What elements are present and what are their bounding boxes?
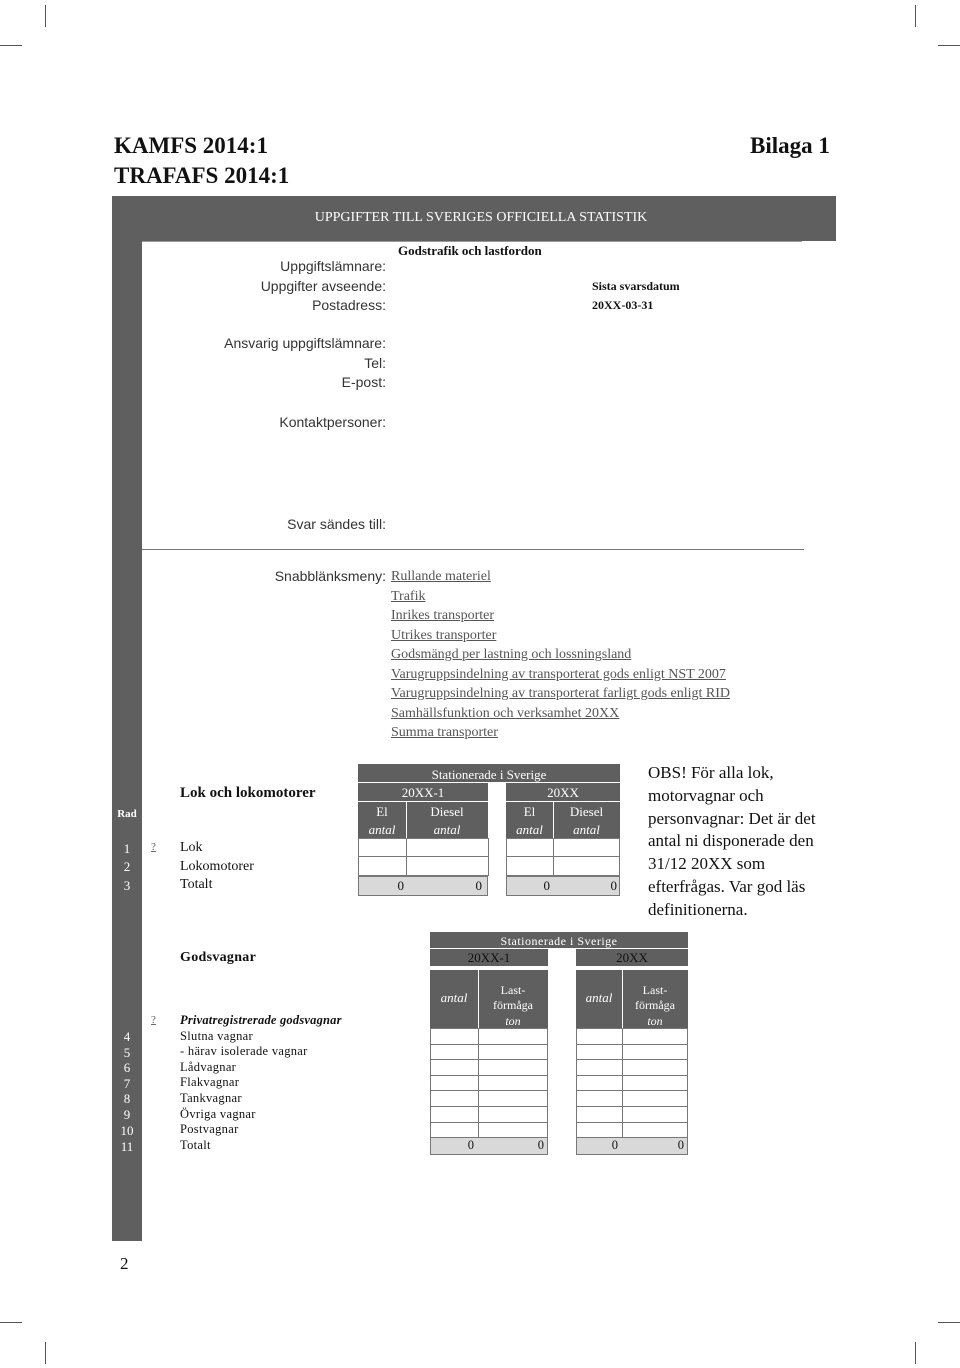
row-number: 10 — [120, 1123, 134, 1138]
quicklink-godsmangd[interactable]: Godsmängd per lastning och lossningsland — [391, 647, 632, 662]
field-label-avseende: Uppgifter avseende: — [260, 278, 386, 294]
gods-col-last: Last- — [642, 983, 668, 997]
quicklinks-menu — [391, 567, 730, 743]
banner-divider — [142, 241, 802, 242]
quicklink-summa[interactable]: Summa transporter — [391, 725, 498, 740]
gods-col-ton: ton — [647, 1014, 663, 1028]
field-label-tel: Tel: — [364, 355, 386, 371]
gods-total-value: 0 — [467, 1138, 474, 1152]
gods-input-antal-prev[interactable] — [430, 1075, 479, 1092]
gods-input-antal-curr[interactable] — [576, 1075, 623, 1092]
lok-input-diesel-prev[interactable] — [406, 856, 489, 876]
gods-input-antal-curr[interactable] — [576, 1090, 623, 1107]
crop-mark — [0, 1322, 22, 1323]
gods-input-ton-prev[interactable] — [478, 1044, 548, 1061]
deadline-label: Sista svarsdatum — [592, 279, 680, 293]
lok-table-title: Lok och lokomotorer — [180, 785, 316, 801]
gods-col-formaga: förmåga — [635, 998, 675, 1012]
gods-input-antal-curr[interactable] — [576, 1028, 623, 1045]
quicklink-rullande[interactable]: Rullande materiel — [391, 569, 491, 584]
lok-col-diesel: Diesel — [430, 804, 464, 819]
row-number: 1 — [123, 841, 131, 856]
crop-mark — [938, 45, 960, 46]
lok-col-antal: antal — [368, 822, 396, 837]
gods-total-value: 0 — [537, 1138, 544, 1152]
crop-mark — [915, 1342, 916, 1364]
field-label-kontakt: Kontaktpersoner: — [279, 414, 386, 430]
field-label-epost: E-post: — [341, 374, 386, 390]
gods-row-label: Totalt — [180, 1138, 211, 1152]
section-divider — [142, 549, 804, 550]
gods-input-ton-curr[interactable] — [622, 1028, 688, 1045]
lok-total-value: 0 — [610, 878, 617, 893]
quicklink-samhall[interactable]: Samhällsfunktion och verksamhet 20XX — [391, 705, 620, 721]
lok-input-el-prev[interactable] — [358, 856, 407, 876]
lok-input-diesel-curr[interactable] — [553, 856, 620, 876]
gods-row-label: Lådvagnar — [180, 1060, 237, 1074]
gods-input-antal-prev[interactable] — [430, 1106, 479, 1123]
gods-col-ton: ton — [505, 1014, 521, 1028]
field-label-svar: Svar sändes till: — [287, 516, 386, 532]
gods-input-antal-prev[interactable] — [430, 1059, 479, 1076]
gods-input-ton-curr[interactable] — [622, 1059, 688, 1076]
bilaga-label: Bilaga 1 — [750, 133, 830, 158]
lok-total-value: 0 — [475, 878, 482, 893]
lok-col-el: El — [523, 804, 536, 819]
lok-col-antal: antal — [573, 822, 600, 837]
crop-mark — [45, 5, 46, 27]
row-number: 2 — [123, 859, 131, 874]
lok-year-prev: 20XX-1 — [401, 785, 445, 800]
gods-input-antal-prev[interactable] — [430, 1090, 479, 1107]
row-number: 6 — [123, 1060, 131, 1075]
gods-input-ton-prev[interactable] — [478, 1122, 548, 1139]
gods-input-ton-curr[interactable] — [622, 1106, 688, 1123]
gods-row-label: Slutna vagnar — [180, 1029, 253, 1043]
lok-total-value: 0 — [397, 878, 404, 893]
row-number: 8 — [123, 1091, 131, 1106]
lok-input-el-curr[interactable] — [506, 838, 554, 857]
lok-input-el-prev[interactable] — [358, 838, 407, 857]
lok-input-diesel-prev[interactable] — [406, 838, 489, 857]
quicklink-trafik[interactable]: Trafik — [391, 588, 426, 604]
help-icon[interactable]: ? — [151, 841, 156, 853]
gods-input-antal-curr[interactable] — [576, 1044, 623, 1061]
lok-group-header: Stationerade i Sverige — [431, 767, 547, 782]
gods-input-ton-curr[interactable] — [622, 1075, 688, 1092]
field-label-postadress: Postadress: — [312, 297, 386, 313]
gods-row-label: Flakvagnar — [180, 1075, 240, 1089]
lok-col-antal: antal — [516, 822, 543, 837]
lok-col-diesel: Diesel — [569, 804, 604, 819]
lok-input-el-curr[interactable] — [506, 856, 554, 876]
gods-input-ton-curr[interactable] — [622, 1122, 688, 1139]
lok-gap — [488, 782, 506, 902]
gods-col-antal: antal — [440, 990, 468, 1005]
crop-mark — [915, 5, 916, 27]
gods-total-value: 0 — [677, 1138, 684, 1152]
quicklink-rid[interactable]: Varugruppsindelning av transporterat farligt gods enligt RID — [391, 686, 731, 701]
lok-row-label: Totalt — [180, 877, 213, 892]
gods-input-antal-curr[interactable] — [576, 1106, 623, 1123]
banner-title: UPPGIFTER TILL SVERIGES OFFICIELLA STATISTIK — [314, 210, 648, 225]
gods-input-antal-curr[interactable] — [576, 1122, 623, 1139]
gods-input-ton-prev[interactable] — [478, 1028, 548, 1045]
lok-input-diesel-curr[interactable] — [553, 838, 620, 857]
gods-input-antal-prev[interactable] — [430, 1044, 479, 1061]
field-label-ansvarig: Ansvarig uppgiftslämnare: — [224, 335, 386, 351]
gods-row-label: - härav isolerade vagnar — [180, 1044, 308, 1058]
gods-gap — [548, 949, 576, 1153]
gods-group-header: Stationerade i Sverige — [500, 934, 618, 948]
row-number: 5 — [123, 1045, 131, 1060]
gods-year-prev: 20XX-1 — [467, 950, 511, 965]
deadline-value: 20XX-03-31 — [592, 298, 654, 312]
gods-row-label: Övriga vagnar — [180, 1107, 256, 1121]
field-label-uppgiftslamnare: Uppgiftslämnare: — [280, 258, 386, 274]
crop-mark — [0, 45, 22, 46]
quicklink-inrikes[interactable]: Inrikes transporter — [391, 608, 495, 623]
row-number: 4 — [123, 1029, 131, 1044]
row-number: 11 — [120, 1139, 134, 1154]
help-icon[interactable]: ? — [151, 1014, 156, 1026]
obs-note: OBS! För alla lok, motorvagnar och personvagnar: Det är det antal ni disponerade den 31/12 20XX som efterfrågas. Var god läs definitionerna. — [648, 763, 816, 919]
quicklinks-label: Snabblänksmeny: — [274, 568, 386, 584]
gods-input-antal-prev[interactable] — [430, 1122, 479, 1139]
row-number: 9 — [123, 1107, 131, 1122]
gods-table-title: Godsvagnar — [180, 950, 257, 965]
gods-row-label: Tankvagnar — [180, 1091, 242, 1105]
gods-col-last: Last- — [500, 983, 526, 997]
lok-col-el: El — [376, 804, 388, 819]
lok-total-value: 0 — [543, 878, 550, 893]
crop-mark — [45, 1342, 46, 1364]
rad-label: Rad — [117, 808, 137, 820]
gods-input-ton-curr[interactable] — [622, 1044, 688, 1061]
gods-input-ton-prev[interactable] — [478, 1075, 548, 1092]
gods-input-ton-prev[interactable] — [478, 1106, 548, 1123]
gods-input-ton-prev[interactable] — [478, 1059, 548, 1076]
crop-mark — [938, 1322, 960, 1323]
gods-row-label: Postvagnar — [180, 1122, 239, 1136]
gods-input-antal-curr[interactable] — [576, 1059, 623, 1076]
gods-total-value: 0 — [611, 1138, 618, 1152]
doc-id-line1: KAMFS 2014:1 — [114, 133, 268, 158]
gods-input-ton-curr[interactable] — [622, 1090, 688, 1107]
gods-col-formaga: förmåga — [493, 998, 533, 1012]
banner-subtitle: Godstrafik och lastfordon — [398, 243, 542, 258]
gods-year-curr: 20XX — [616, 950, 648, 965]
gods-input-antal-prev[interactable] — [430, 1028, 479, 1045]
quicklink-nst[interactable]: Varugruppsindelning av transporterat gods enligt NST 2007 — [391, 666, 726, 682]
row-number: 7 — [123, 1076, 131, 1091]
lok-year-curr: 20XX — [547, 785, 579, 800]
lok-col-antal: antal — [433, 822, 461, 837]
gods-input-ton-prev[interactable] — [478, 1090, 548, 1107]
doc-id-line2: TRAFAFS 2014:1 — [114, 163, 290, 188]
row-number: 3 — [123, 878, 131, 893]
page-number: 2 — [120, 1254, 129, 1273]
lok-row-label: Lok — [180, 840, 203, 855]
lok-row-label: Lokomotorer — [180, 859, 254, 874]
gods-heading-row: Privatregistrerade godsvagnar — [180, 1013, 342, 1027]
gods-col-antal: antal — [585, 990, 613, 1005]
quicklink-utrikes[interactable]: Utrikes transporter — [391, 627, 497, 643]
